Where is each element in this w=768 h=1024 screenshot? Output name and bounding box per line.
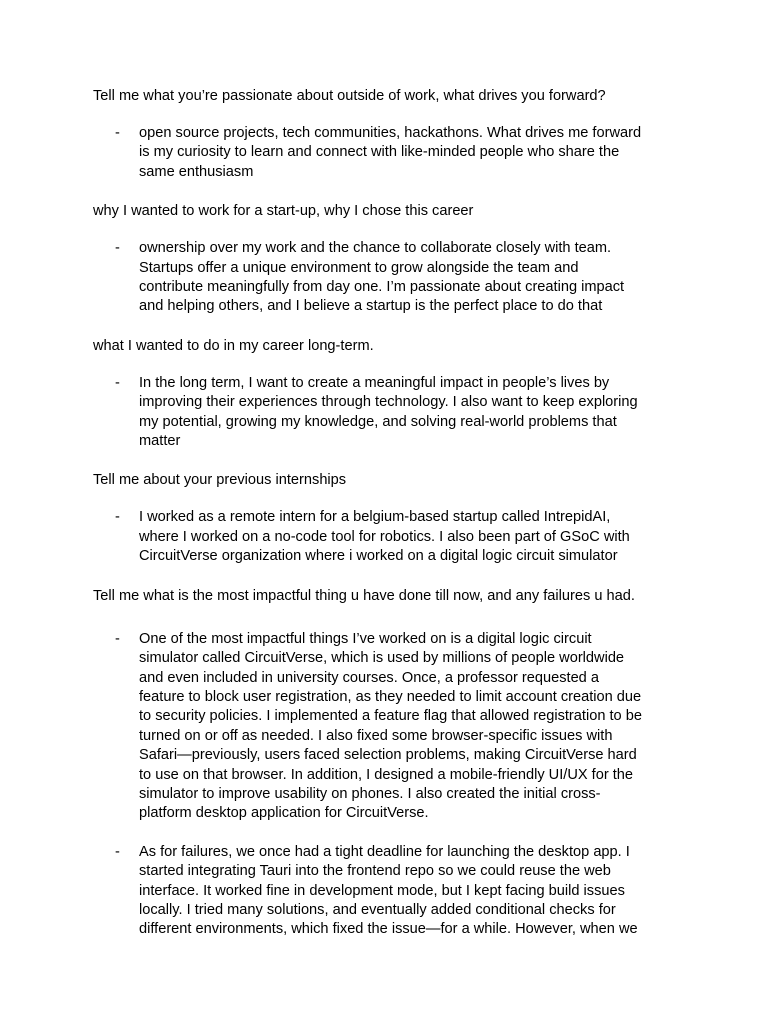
answer-line: contribute meaningfully from day one. I’m passionate about creating impact: [139, 279, 625, 296]
answer-line: started integrating Tauri into the frontend repo so we could reuse the web: [139, 863, 611, 880]
bullet-dash: -: [115, 509, 120, 526]
answer-line: simulator to improve usability on phones. I also created the initial cross-: [139, 785, 601, 802]
question-heading: Tell me about your previous internships: [93, 472, 347, 489]
document-page: [93, 87, 693, 940]
qa-section-startup: [93, 202, 693, 317]
answer-bullet: [93, 843, 693, 940]
answer-line: ownership over my work and the chance to collaborate closely with team.: [139, 240, 612, 257]
qa-section-impact-failures: [93, 587, 693, 940]
section-gap: [93, 567, 693, 587]
answer-line: where I worked on a no-code tool for robotics. I also been part of GSoC with: [139, 528, 630, 545]
answer-line: improving their experiences through technology. I also want to keep exploring: [139, 394, 638, 411]
bullet-dash: -: [115, 374, 120, 391]
answer-line: I worked as a remote intern for a belgium-based startup called IntrepidAI,: [139, 509, 611, 526]
question-heading: Tell me what you’re passionate about outside of work, what drives you forward?: [93, 88, 606, 104]
answer-bullet: [93, 508, 693, 566]
question-heading: what I wanted to do in my career long-term.: [93, 337, 374, 354]
qa-section-long-term: [93, 337, 693, 452]
bullet-dash: -: [115, 240, 120, 257]
answer-line: turned on or off as needed. I also fixed some browser-specific issues with: [139, 727, 613, 744]
answer-line: same enthusiasm: [139, 163, 254, 180]
answer-line: One of the most impactful things I’ve worked on is a digital logic circuit: [139, 630, 592, 647]
answer-line: Safari—previously, users faced selection problems, making CircuitVerse hard: [139, 747, 637, 764]
answer-bullet: [93, 124, 693, 182]
answer-line: different environments, which fixed the issue—for a while. However, when we: [139, 921, 638, 938]
answer-bullet: [93, 239, 693, 317]
answer-line: to use on that browser. In addition, I designed a mobile-friendly UI/UX for the: [139, 766, 634, 783]
answer-line: to security policies. I implemented a feature flag that allowed registration to be: [139, 708, 642, 725]
answer-line: and even included in university courses. Once, a professor requested a: [139, 669, 599, 686]
answer-line: CircuitVerse organization where i worked on a digital logic circuit simulator: [139, 548, 618, 565]
answer-bullet: [93, 374, 693, 452]
answer-line: As for failures, we once had a tight deadline for launching the desktop app. I: [139, 843, 630, 860]
bullet-dash: -: [115, 630, 120, 647]
qa-section-passion: [93, 87, 693, 182]
section-gap: [93, 317, 693, 337]
answer-line: matter: [139, 433, 181, 450]
answer-line: interface. It worked fine in development mode, but I kept facing build issues: [139, 882, 625, 899]
answer-line: open source projects, tech communities, hackathons. What drives me forward: [139, 125, 642, 141]
section-gap: [93, 182, 693, 202]
answer-line: and helping others, and I believe a startup is the perfect place to do that: [139, 298, 603, 315]
bullet-dash: -: [115, 125, 120, 141]
answer-line: simulator called CircuitVerse, which is used by millions of people worldwide: [139, 650, 625, 667]
answer-line: locally. I tried many solutions, and eventually added conditional checks for: [139, 901, 616, 918]
answer-line: feature to block user registration, as they needed to limit account creation due: [139, 688, 642, 705]
answer-bullet: [93, 630, 693, 824]
bullet-dash: -: [115, 843, 120, 860]
qa-section-internships: [93, 471, 693, 566]
section-gap: [93, 451, 693, 471]
answer-line: my potential, growing my knowledge, and solving real-world problems that: [139, 413, 617, 430]
answer-line: platform desktop application for CircuitVerse.: [139, 805, 429, 822]
question-heading: why I wanted to work for a start-up, why I chose this career: [93, 203, 474, 220]
answer-line: is my curiosity to learn and connect with like-minded people who share the: [139, 144, 620, 161]
answer-line: In the long term, I want to create a meaningful impact in people’s lives by: [139, 374, 610, 391]
answer-line: Startups offer a unique environment to grow alongside the team and: [139, 259, 579, 276]
question-heading: Tell me what is the most impactful thing u have done till now, and any failures u had.: [93, 587, 635, 604]
